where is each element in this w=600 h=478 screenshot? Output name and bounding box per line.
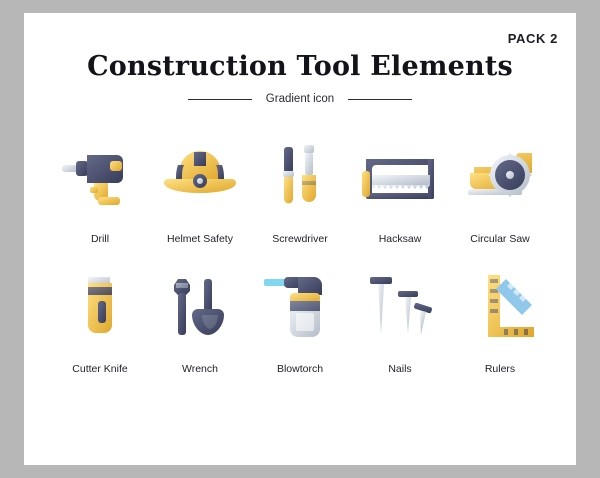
icon-cell-circular-saw[interactable]: [454, 131, 546, 245]
rulers-icon: [454, 261, 546, 353]
helmet-safety-icon: [154, 131, 246, 223]
icon-grid: [54, 131, 546, 391]
icon-label: Drill: [90, 233, 110, 245]
cutter-knife-icon: [54, 261, 146, 353]
icon-label: Wrench: [182, 363, 218, 375]
subtitle-row: [24, 89, 576, 107]
icon-cell-drill[interactable]: [54, 131, 146, 245]
page-title: Construction Tool Elements: [87, 51, 513, 82]
pack-label: PACK 2: [507, 31, 558, 46]
nails-icon: [354, 261, 446, 353]
icon-cell-rulers[interactable]: [454, 261, 546, 375]
icon-label: Blowtorch: [276, 363, 324, 375]
icon-label: Rulers: [484, 363, 516, 375]
icon-cell-screwdriver[interactable]: [254, 131, 346, 245]
icon-row: [54, 131, 546, 245]
poster-sheet: [24, 13, 576, 465]
icon-label: Nails: [388, 363, 412, 375]
icon-label: Cutter Knife: [72, 363, 128, 375]
circular-saw-icon: [454, 131, 546, 223]
icon-cell-blowtorch[interactable]: [254, 261, 346, 375]
icon-label: Helmet Safety: [167, 233, 233, 245]
icon-label: Hacksaw: [378, 233, 422, 245]
drill-icon: [54, 131, 146, 223]
icon-label: Screwdriver: [272, 233, 328, 245]
wrench-icon: [154, 261, 246, 353]
icon-cell-cutter-knife[interactable]: [54, 261, 146, 375]
icon-cell-wrench[interactable]: [154, 261, 246, 375]
icon-cell-hacksaw[interactable]: [354, 131, 446, 245]
icon-cell-nails[interactable]: [354, 261, 446, 375]
hacksaw-icon: [354, 131, 446, 223]
icon-cell-helmet[interactable]: [154, 131, 246, 245]
icon-row: [54, 261, 546, 375]
blowtorch-icon: [254, 261, 346, 353]
page-subtitle: Gradient icon: [252, 93, 348, 105]
icon-label: Circular Saw: [470, 233, 530, 245]
screwdriver-icon: [254, 131, 346, 223]
